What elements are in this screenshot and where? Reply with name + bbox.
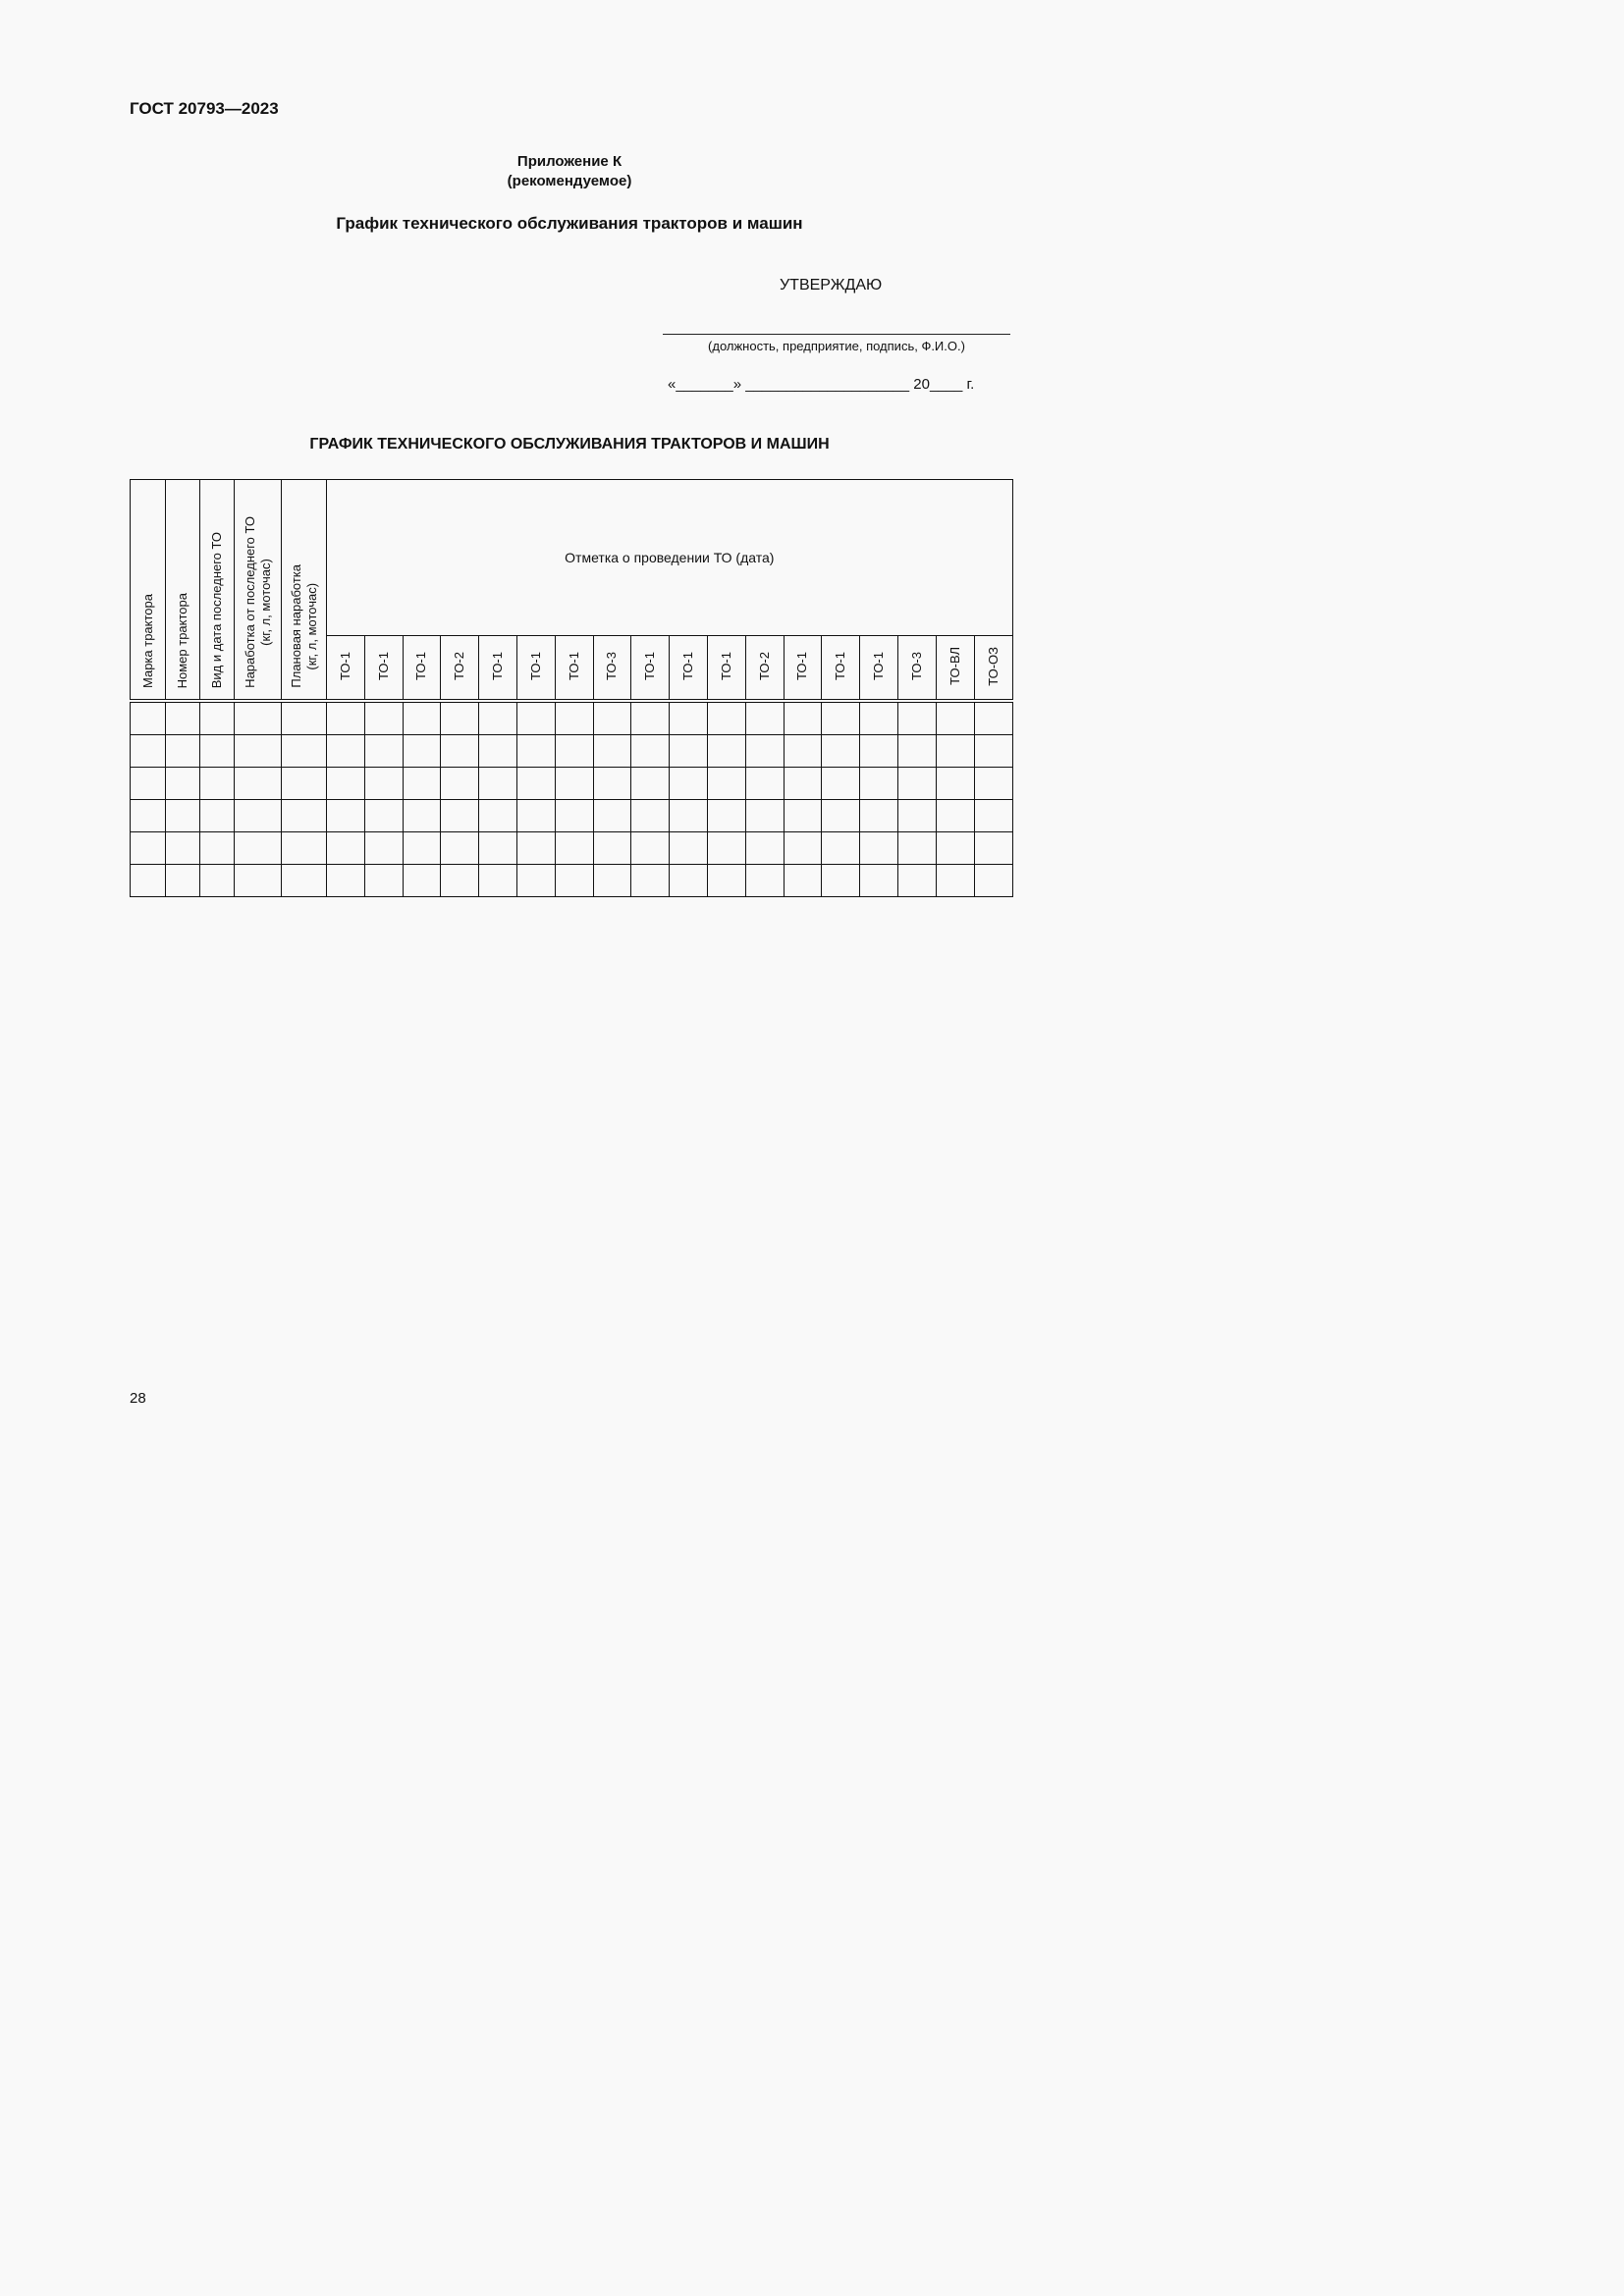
table-cell xyxy=(784,832,822,865)
to-type-header xyxy=(822,636,860,702)
table-cell xyxy=(670,832,708,865)
table-cell xyxy=(327,865,365,897)
table-cell xyxy=(822,701,860,735)
table-row xyxy=(131,735,1013,768)
to-type-label: ТО-2 xyxy=(756,651,772,681)
table-cell xyxy=(936,768,974,800)
col-header-planned xyxy=(282,480,327,702)
appendix-title: График технического обслуживания тракторов и машин xyxy=(336,214,803,233)
table-cell xyxy=(131,768,166,800)
table-cell xyxy=(479,832,517,865)
table-cell xyxy=(822,768,860,800)
table-cell xyxy=(936,800,974,832)
table-cell xyxy=(235,768,282,800)
table-cell xyxy=(974,735,1012,768)
table-cell xyxy=(707,701,745,735)
table-cell xyxy=(516,735,555,768)
maintenance-schedule-table xyxy=(130,479,1013,897)
table-row xyxy=(131,800,1013,832)
to-type-label: ТО-1 xyxy=(337,651,352,681)
table-cell xyxy=(282,832,327,865)
table-cell xyxy=(516,768,555,800)
to-type-header xyxy=(555,636,593,702)
table-cell xyxy=(403,768,441,800)
table-cell xyxy=(327,735,365,768)
table-cell xyxy=(403,735,441,768)
table-cell xyxy=(131,735,166,768)
table-cell xyxy=(593,865,631,897)
table-cell xyxy=(131,800,166,832)
table-cell xyxy=(282,768,327,800)
table-cell xyxy=(235,865,282,897)
approval-date-line: «_______» ____________________ 20____ г. xyxy=(668,376,975,393)
to-type-header xyxy=(479,636,517,702)
table-cell xyxy=(631,832,670,865)
table-cell xyxy=(166,735,200,768)
table-cell xyxy=(364,800,403,832)
table-cell xyxy=(403,832,441,865)
col-header-last-to-label: Вид и дата последнего ТО xyxy=(209,531,224,688)
to-type-label: ТО-3 xyxy=(604,651,620,681)
table-cell xyxy=(441,735,479,768)
to-type-header xyxy=(936,636,974,702)
to-type-label: ТО-ОЗ xyxy=(985,646,1001,686)
col-header-brand xyxy=(131,480,166,702)
group-header-to-marks xyxy=(327,480,1013,636)
table-cell xyxy=(974,768,1012,800)
table-cell xyxy=(479,735,517,768)
col-header-planned-line2: (кг, л, моточас) xyxy=(303,582,319,670)
to-type-header xyxy=(860,636,898,702)
table-cell xyxy=(593,832,631,865)
table-cell xyxy=(131,865,166,897)
appendix-heading xyxy=(0,152,1139,191)
table-cell xyxy=(403,701,441,735)
to-type-header xyxy=(745,636,784,702)
to-type-label: ТО-1 xyxy=(680,651,696,681)
to-type-label: ТО-1 xyxy=(718,651,733,681)
table-cell xyxy=(707,768,745,800)
table-cell xyxy=(860,800,898,832)
table-cell xyxy=(235,735,282,768)
table-cell xyxy=(707,735,745,768)
table-cell xyxy=(555,735,593,768)
table-cell xyxy=(555,865,593,897)
group-header-to-marks-label: Отметка о проведении ТО (дата) xyxy=(565,550,775,565)
table-cell xyxy=(479,800,517,832)
table-cell xyxy=(516,701,555,735)
to-type-header xyxy=(593,636,631,702)
to-type-header xyxy=(403,636,441,702)
table-cell xyxy=(516,865,555,897)
table-cell xyxy=(327,768,365,800)
to-type-header xyxy=(327,636,365,702)
table-cell xyxy=(555,768,593,800)
table-cell xyxy=(593,800,631,832)
col-header-operating-time-line1: Наработка от последнего ТО xyxy=(242,516,257,688)
table-cell xyxy=(364,768,403,800)
table-cell xyxy=(555,832,593,865)
col-header-number-label: Номер трактора xyxy=(175,592,189,688)
signature-line xyxy=(663,334,1010,335)
table-cell xyxy=(897,865,936,897)
table-cell xyxy=(200,832,235,865)
table-cell xyxy=(364,865,403,897)
table-cell xyxy=(897,832,936,865)
col-header-planned-line1: Плановая наработка xyxy=(288,564,303,688)
table-cell xyxy=(707,800,745,832)
table-cell xyxy=(200,768,235,800)
table-cell xyxy=(441,865,479,897)
table-cell xyxy=(166,800,200,832)
table-cell xyxy=(282,865,327,897)
table-cell xyxy=(364,701,403,735)
to-type-label: ТО-3 xyxy=(908,651,924,681)
to-type-header xyxy=(441,636,479,702)
to-type-header xyxy=(364,636,403,702)
document-id: ГОСТ 20793—2023 xyxy=(130,99,279,118)
to-type-label: ТО-1 xyxy=(490,651,506,681)
table-cell xyxy=(479,865,517,897)
table-cell xyxy=(441,768,479,800)
table-cell xyxy=(784,735,822,768)
appendix-label: Приложение К xyxy=(516,153,623,170)
table-cell xyxy=(282,735,327,768)
table-cell xyxy=(745,735,784,768)
table-cell xyxy=(860,735,898,768)
table-cell xyxy=(403,800,441,832)
table-cell xyxy=(670,800,708,832)
table-cell xyxy=(131,832,166,865)
col-header-planned-label xyxy=(289,564,320,688)
col-header-operating-time-label xyxy=(243,516,274,688)
table-cell xyxy=(670,768,708,800)
page-number: 28 xyxy=(130,1390,146,1407)
to-type-label: ТО-1 xyxy=(375,651,391,681)
to-type-label: ТО-2 xyxy=(452,651,467,681)
table-cell xyxy=(860,865,898,897)
col-header-last-to xyxy=(200,480,235,702)
table-cell xyxy=(555,701,593,735)
table-cell xyxy=(897,735,936,768)
table-cell xyxy=(327,800,365,832)
table-cell xyxy=(974,832,1012,865)
table-cell xyxy=(860,701,898,735)
table-cell xyxy=(166,832,200,865)
table-row xyxy=(131,768,1013,800)
table-cell xyxy=(327,701,365,735)
table-cell xyxy=(631,701,670,735)
table-row xyxy=(131,865,1013,897)
table-cell xyxy=(516,832,555,865)
table-cell xyxy=(936,701,974,735)
table-cell xyxy=(784,865,822,897)
table-cell xyxy=(235,800,282,832)
appendix-status: (рекомендуемое) xyxy=(507,173,632,189)
table-cell xyxy=(555,800,593,832)
table-cell xyxy=(745,701,784,735)
to-type-header xyxy=(897,636,936,702)
col-header-operating-time xyxy=(235,480,282,702)
header-row xyxy=(131,480,1013,636)
table-cell xyxy=(897,701,936,735)
to-type-header xyxy=(784,636,822,702)
table-cell xyxy=(364,832,403,865)
table-cell xyxy=(200,800,235,832)
to-type-label: ТО-1 xyxy=(871,651,887,681)
table-cell xyxy=(897,768,936,800)
col-header-number xyxy=(166,480,200,702)
to-type-label: ТО-1 xyxy=(794,651,810,681)
table-cell xyxy=(936,865,974,897)
table-cell xyxy=(441,800,479,832)
to-type-header xyxy=(974,636,1012,702)
to-type-header xyxy=(707,636,745,702)
table-cell xyxy=(631,735,670,768)
table-cell xyxy=(235,832,282,865)
table-cell xyxy=(974,800,1012,832)
table-cell xyxy=(784,800,822,832)
table-cell xyxy=(860,832,898,865)
table-cell xyxy=(670,701,708,735)
table-cell xyxy=(936,832,974,865)
table-cell xyxy=(631,768,670,800)
table-cell xyxy=(784,701,822,735)
table-cell xyxy=(974,865,1012,897)
table-cell xyxy=(707,865,745,897)
to-type-label: ТО-1 xyxy=(642,651,658,681)
table-cell xyxy=(631,800,670,832)
table-cell xyxy=(131,701,166,735)
table-cell xyxy=(822,865,860,897)
table-cell xyxy=(745,800,784,832)
signature-caption: (должность, предприятие, подпись, Ф.И.О.) xyxy=(708,339,965,353)
table-cell xyxy=(516,800,555,832)
table-cell xyxy=(670,735,708,768)
table-cell xyxy=(822,832,860,865)
col-header-brand-label: Марка трактора xyxy=(139,594,155,688)
table-cell xyxy=(784,768,822,800)
table-cell xyxy=(166,865,200,897)
table-cell xyxy=(441,832,479,865)
table-cell xyxy=(974,701,1012,735)
table-cell xyxy=(479,701,517,735)
to-type-header xyxy=(670,636,708,702)
to-type-label: ТО-1 xyxy=(527,651,543,681)
table-title: ГРАФИК ТЕХНИЧЕСКОГО ОБСЛУЖИВАНИЯ ТРАКТОРОВ И МАШИН xyxy=(309,436,830,453)
table-cell xyxy=(282,701,327,735)
table-cell xyxy=(897,800,936,832)
table-cell xyxy=(327,832,365,865)
table-cell xyxy=(200,701,235,735)
to-type-label: ТО-1 xyxy=(413,651,429,681)
table-cell xyxy=(707,832,745,865)
table-cell xyxy=(403,865,441,897)
to-type-label: ТО-1 xyxy=(833,651,848,681)
table-cell xyxy=(200,735,235,768)
table-cell xyxy=(745,768,784,800)
table-cell xyxy=(822,800,860,832)
table-body xyxy=(131,701,1013,897)
to-type-label: ТО-ВЛ xyxy=(947,647,962,685)
table-cell xyxy=(235,701,282,735)
col-header-operating-time-line2: (кг, л, моточас) xyxy=(257,559,273,646)
to-type-label: ТО-1 xyxy=(566,651,581,681)
table-cell xyxy=(166,701,200,735)
table-cell xyxy=(593,735,631,768)
table-cell xyxy=(441,701,479,735)
table-cell xyxy=(593,768,631,800)
approval-label: УТВЕРЖДАЮ xyxy=(780,277,883,294)
table-cell xyxy=(860,768,898,800)
table-cell xyxy=(745,865,784,897)
to-type-header xyxy=(516,636,555,702)
table-cell xyxy=(166,768,200,800)
table-row xyxy=(131,832,1013,865)
table-cell xyxy=(593,701,631,735)
table-cell xyxy=(282,800,327,832)
table-cell xyxy=(200,865,235,897)
to-type-header xyxy=(631,636,670,702)
table-cell xyxy=(936,735,974,768)
table-cell xyxy=(479,768,517,800)
table-cell xyxy=(670,865,708,897)
table-cell xyxy=(822,735,860,768)
table-row xyxy=(131,701,1013,735)
table-cell xyxy=(364,735,403,768)
table-cell xyxy=(631,865,670,897)
table-cell xyxy=(745,832,784,865)
